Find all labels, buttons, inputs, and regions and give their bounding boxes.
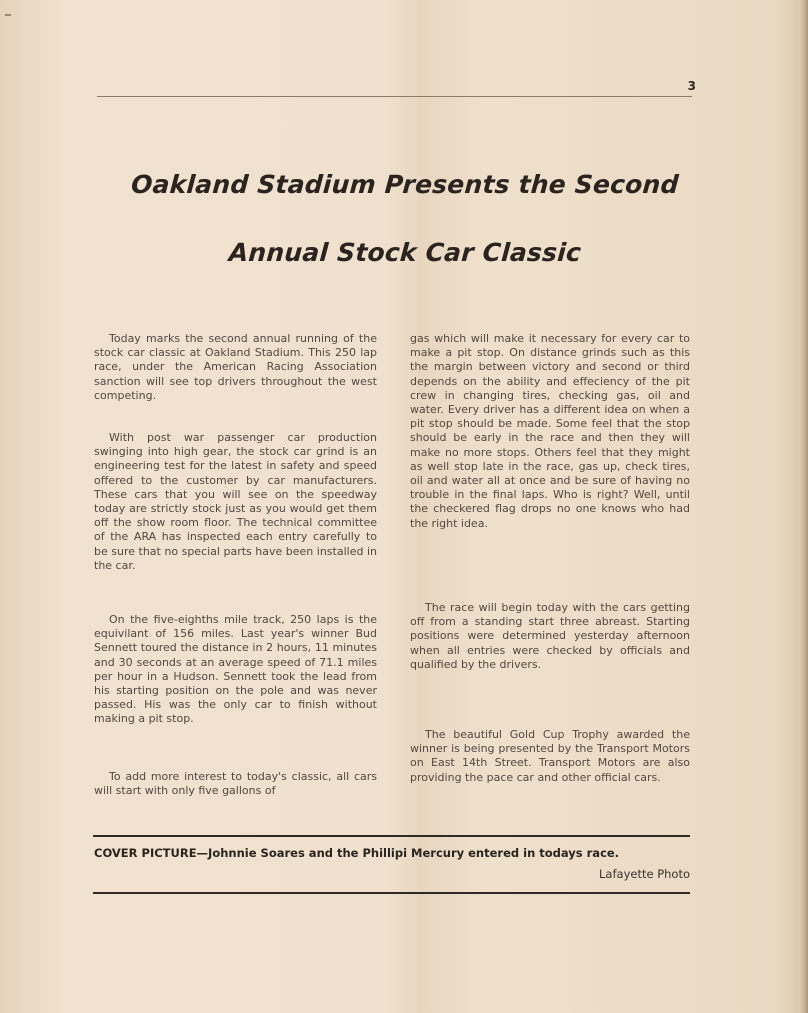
left-column-paragraph-2 (94, 431, 377, 573)
page-number: 3 (687, 79, 696, 93)
article-title-line-1: Oakland Stadium Presents the Second (130, 170, 680, 199)
left-column-paragraph-4 (94, 770, 377, 798)
paragraph-text: On the five-eighths mile track, 250 laps is the equivilant of 156 miles. Last year's winner Bud Sennett toured the distance in 2 hours, 11 minutes and 30 seconds at an average speed of 71.1 miles per hour in a Hudson. Sennett took the lead from his starting position on the pole and was never passed. His was the only car to finish without making a pit stop. (94, 613, 377, 726)
right-column-paragraph-3 (410, 728, 690, 785)
left-column-paragraph-3 (94, 613, 377, 727)
right-column-paragraph-1 (410, 332, 690, 531)
caption-rule-bottom (93, 892, 690, 894)
photo-credit: Lafayette Photo (599, 867, 690, 881)
caption-rule-top (93, 835, 690, 837)
cover-picture-caption: COVER PICTURE—Johnnie Soares and the Phillipi Mercury entered in todays race. (94, 846, 620, 860)
paragraph-text: The race will begin today with the cars getting off from a standing start three abreast. Starting positions were determined yesterday afternoon when all entries were checked by officials and qualified by the drivers. (410, 601, 690, 671)
paragraph-text: The beautiful Gold Cup Trophy awarded the winner is being presented by the Transport Motors on East 14th Street. Transport Motors are also providing the pace car and other official cars. (410, 728, 690, 784)
paragraph-text: Today marks the second annual running of the stock car classic at Oakland Stadium. This 250 lap race, under the American Racing Association sanction will see top drivers throughout the west competing. (94, 332, 377, 402)
page-edge (798, 0, 808, 1013)
paper-speck (5, 14, 11, 16)
article-title-line-2: Annual Stock Car Classic (227, 238, 583, 267)
paragraph-text: With post war passenger car production swinging into high gear, the stock car grind is an engineering test for the latest in safety and speed offered to the customer by car manufacturers. These cars that you will see on the speedway today are strictly stock just as you would get them off the show room floor. The technical committee of the ARA has inspected each entry carefully to be sure that no special parts have been installed in the car. (94, 431, 377, 572)
paragraph-text: gas which will make it necessary for every car to make a pit stop. On distance grinds such as this the margin between victory and second or third depends on the ability and effeciency of the pit crew in changing tires, checking gas, oil and water. Every driver has a different idea on when a pit stop should be made. Some feel that the stop should be early in the race and then they will make no more stops. Others feel that they might as well stop late in the race, gas up, check tires, oil and water all at once and be sure of having no trouble in the final laps. Who is right? Well, until the checkered flag drops no one knows who had the right idea. (410, 332, 690, 530)
right-column-paragraph-2 (410, 601, 690, 672)
header-rule (97, 96, 692, 97)
left-column-paragraph-1 (94, 332, 377, 403)
paragraph-text: To add more interest to today's classic, all cars will start with only five gallons of (94, 770, 377, 798)
